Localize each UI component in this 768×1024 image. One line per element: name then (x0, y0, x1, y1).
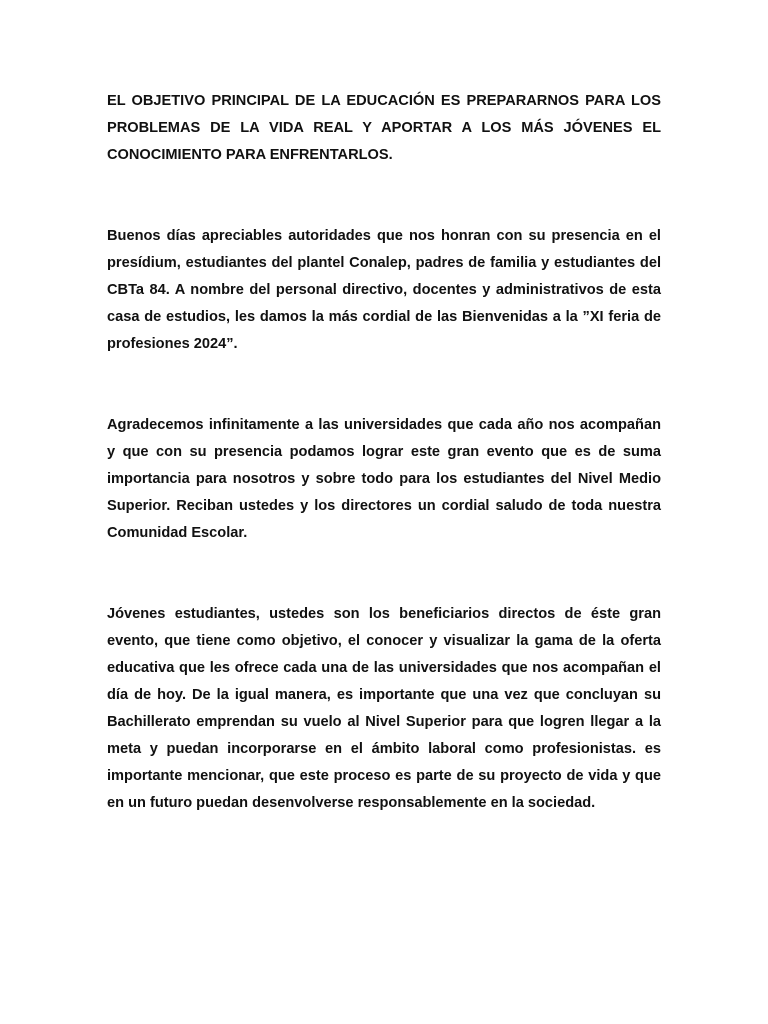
paragraph-students: Jóvenes estudiantes, ustedes son los beneficiarios directos de éste gran evento, que tiene como objetivo, el conocer y visualizar la gama de la oferta educativa que les ofrece cada una de las universidades que nos acompañan el día de hoy. De la igual manera, es importante que una vez que concluyan su Bachillerato emprendan su vuelo al Nivel Superior para que logren llegar a la meta y puedan incorporarse en el ámbito laboral como profesionistas. es importante mencionar, que este proceso es parte de su proyecto de vida y que en un futuro puedan desenvolverse responsablemente en la sociedad. (107, 606, 661, 811)
paragraph-welcome: Buenos días apreciables autoridades que nos honran con su presencia en el presídium, estudiantes del plantel Conalep, padres de familia y estudiantes del CBTa 84. A nombre del personal directivo, docentes y administrativos de esta casa de estudios, les damos la más cordial de las Bienvenidas a la ”XI feria de profesiones 2024”. (107, 228, 661, 352)
paragraph-thanks: Agradecemos infinitamente a las universidades que cada año nos acompañan y que con su presencia podamos lograr este gran evento que es de suma importancia para nosotros y sobre todo para los estudiantes del Nivel Medio Superior. Reciban ustedes y los directores un cordial saludo de toda nuestra Comunidad Escolar. (107, 417, 661, 541)
document-heading: EL OBJETIVO PRINCIPAL DE LA EDUCACIÓN ES PREPARARNOS PARA LOS PROBLEMAS DE LA VIDA REAL Y APORTAR A LOS MÁS JÓVENES EL CONOCIMIENTO PARA ENFRENTARLOS. (107, 93, 661, 163)
document-page (107, 88, 661, 817)
